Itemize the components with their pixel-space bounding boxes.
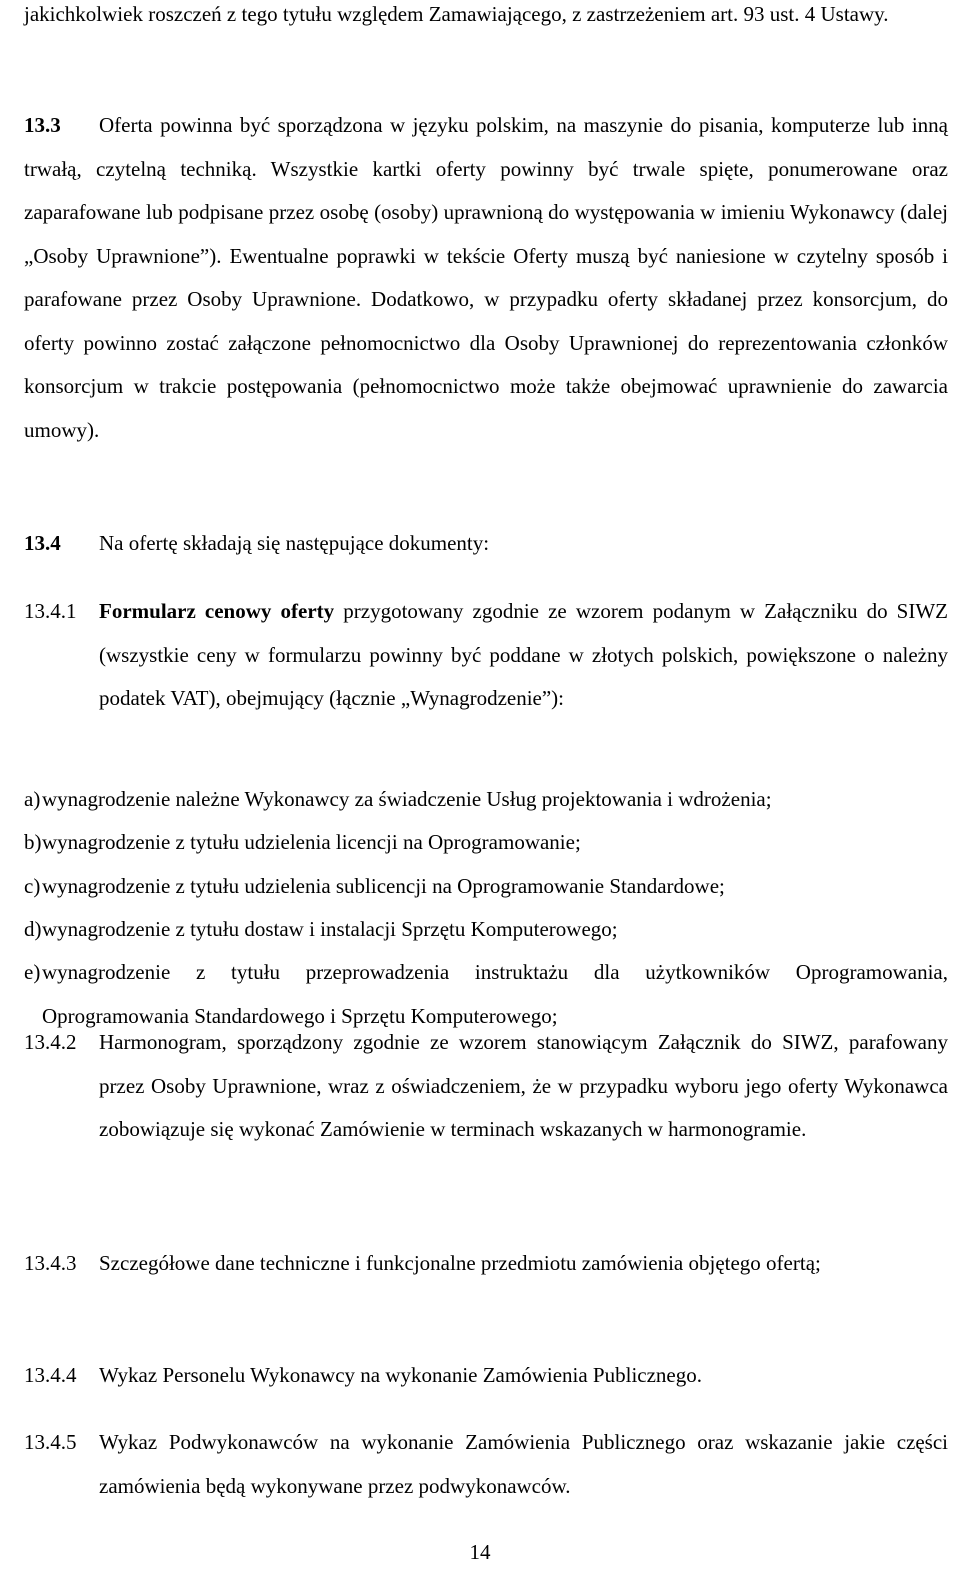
section-13-3-text: Oferta powinna być sporządzona w języku polskim, na maszynie do pisania, komputerze lub inną trwałą, czytelną techniką. Wszystkie kartki oferty powinny być trwale spięte, ponumerowane oraz zaparafowane lub podpisane przez osobę (osoby) uprawnioną do występowania w imieniu Wykonawcy (dalej „Osoby Uprawnione”). Ewentualne poprawki w tekście Oferty muszą być naniesione w czytelny sposób i parafowane przez Osoby Uprawnione. Dodatkowo, w przypadku oferty składanej przez konsorcjum, do oferty powinno zostać załączone pełnomocnictwo dla Osoby Uprawnionej do reprezentowania członków konsorcjum w trakcie postępowania (pełnomocnictwo może także obejmować uprawnienie do zawarcia umowy).: [24, 113, 948, 442]
section-13-4-2-number: 13.4.2: [24, 1030, 77, 1054]
list-text: wynagrodzenie z tytułu przeprowadzenia instruktażu dla użytkowników Oprogramowania, Oprogramowania Standardowego i Sprzętu Komputerowego;: [42, 960, 948, 1028]
section-13-4-1: [24, 590, 948, 770]
list-letter: b): [24, 830, 42, 854]
section-13-4-4-number: 13.4.4: [24, 1363, 77, 1387]
section-13-4-5-text: Wykaz Podwykonawców na wykonanie Zamówienia Publicznego oraz wskazanie jakie części zamówienia będą wykonywane przez podwykonawców.: [99, 1430, 948, 1498]
intro-text: jakichkolwiek roszczeń z tego tytułu względem Zamawiającego, z zastrzeżeniem art. 93 ust. 4 Ustawy.: [24, 2, 889, 26]
list-letter: d): [24, 917, 42, 941]
section-13-4-3-number: 13.4.3: [24, 1251, 77, 1275]
section-13-4-2: [24, 1021, 948, 1201]
intro-paragraph: [24, 0, 948, 37]
list-text: wynagrodzenie należne Wykonawcy za świadczenie Usług projektowania i wdrożenia;: [42, 787, 772, 811]
section-13-3-number: 13.3: [24, 113, 61, 137]
section-13-4-3-text: Szczegółowe dane techniczne i funkcjonalne przedmiotu zamówienia objętego ofertą;: [99, 1251, 821, 1275]
section-13-4-1-bold: Formularz cenowy oferty: [99, 599, 335, 623]
page-number: 14: [469, 1540, 491, 1564]
section-13-4-1-text: przygotowany zgodnie ze wzorem podanym w Załączniku do SIWZ (wszystkie ceny w formularzu powinny być poddane w złotych polskich, powiększone o należny podatek VAT), obejmujący (łącznie „Wynagrodzenie”):: [99, 599, 949, 710]
section-13-4-number: 13.4: [24, 531, 61, 555]
list-letter: e): [24, 960, 41, 984]
section-13-4-5-number: 13.4.5: [24, 1430, 77, 1454]
list-text: wynagrodzenie z tytułu dostaw i instalacji Sprzętu Komputerowego;: [42, 917, 618, 941]
section-13-4-4: [24, 1354, 948, 1399]
section-13-4-text: Na ofertę składają się następujące dokumenty:: [99, 531, 490, 555]
list-text: wynagrodzenie z tytułu udzielenia sublicencji na Oprogramowanie Standardowe;: [42, 874, 725, 898]
section-13-4-1-number: 13.4.1: [24, 599, 77, 623]
section-13-4-2-text: Harmonogram, sporządzony zgodnie ze wzorem stanowiącym Załącznik do SIWZ, parafowany przez Osoby Uprawnione, wraz z oświadczeniem, że w przypadku wyboru jego oferty Wykonawca zobowiązuje się wykonać Zamówienie w terminach wskazanych w harmonogramie.: [99, 1030, 948, 1141]
list-letter: c): [24, 874, 41, 898]
section-13-4-3: [24, 1242, 948, 1332]
section-13-4-4-text: Wykaz Personelu Wykonawcy na wykonanie Zamówienia Publicznego.: [99, 1363, 702, 1387]
section-13-3: [24, 104, 948, 452]
list-letter: a): [24, 787, 41, 811]
section-13-4: [24, 522, 948, 566]
list-text: wynagrodzenie z tytułu udzielenia licencji na Oprogramowanie;: [42, 830, 581, 854]
section-13-4-5: [24, 1421, 948, 1511]
